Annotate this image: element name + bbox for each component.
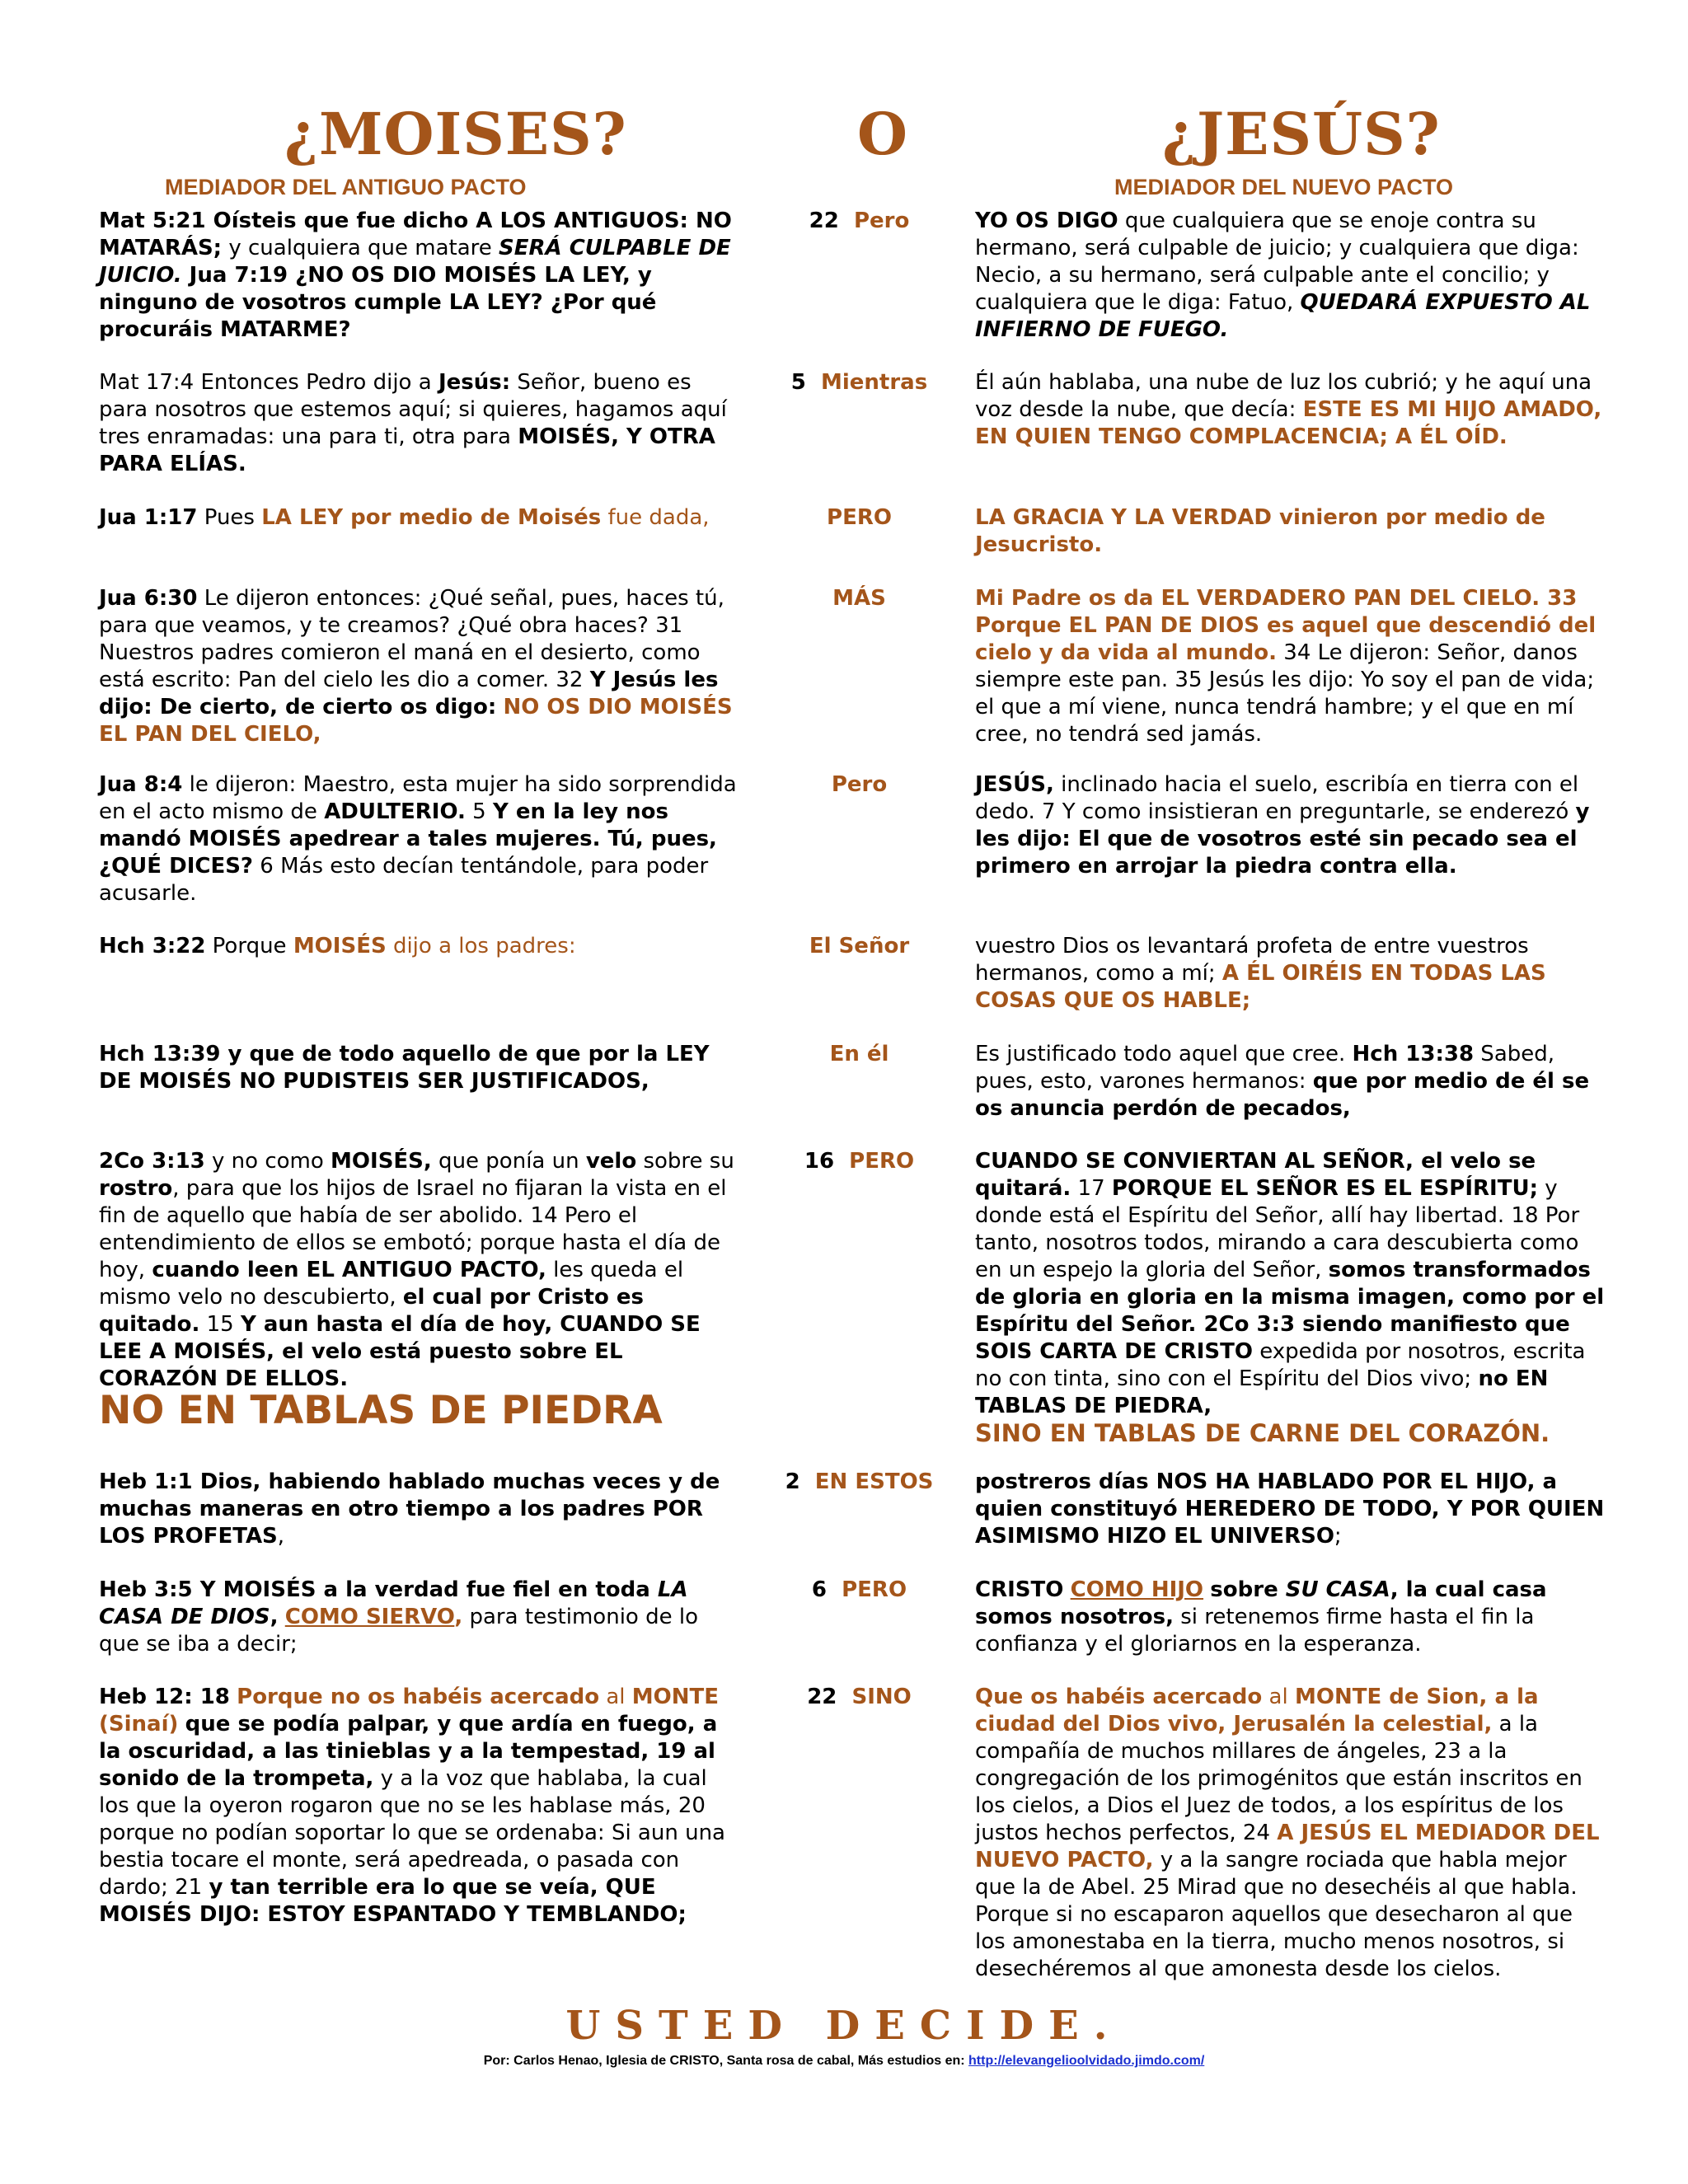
connector-word [738,504,981,532]
verse-jesus: YO OS DIGO que cualquiera que se enoje contra su hermano, será culpable de juicio; y cualquiera que diga: Necio, a su hermano, será culpable ante el concilio; y cualquiera que le diga: Fatuo, QUEDARÁ EXPUESTO AL INFIERNO DE FUEGO. [975,209,1591,342]
connector-label: SINO [837,1685,912,1709]
connector-word [738,1148,981,1175]
title-o: O [857,100,908,168]
connector-label: Pero [838,209,910,233]
connector-verse-number: 16 [804,1149,835,1174]
connector-word [738,369,981,396]
verse-jesus: JESÚS, inclinado hacia el suelo, escribía en tierra con el dedo. 7 Y como insistieran en preguntarle, se enderezó y les dijo: El que de vosotros esté sin pecado sea el primero en arrojar la piedra contra ella. [975,772,1590,879]
heading-tablas-de-piedra: NO EN TABLAS DE PIEDRA [99,1388,663,1433]
connector-verse-number: 22 [807,1685,837,1709]
footer-link[interactable]: http://elevangelioolvidado.jimdo.com/ [968,2054,1205,2068]
connector-label: EN ESTOS [799,1469,934,1494]
connector-label: PERO [827,1577,907,1602]
connector-verse-number: 22 [809,209,839,233]
verse-jesus: Es justificado todo aquel que cree. Hch 13:38 Sabed, pues, esto, varones hermanos: que por medio de él se os anuncia perdón de pecados, [975,1042,1590,1121]
connector-label: MÁS [832,586,886,611]
verse-moises: Mat 17:4 Entonces Pedro dijo a Jesús: Señor, bueno es para nosotros que estemos aquí; si quieres, hagamos aquí tres enramadas: una para ti, otra para MOISÉS, Y OTRA PARA ELÍAS. [99,370,727,476]
connector-verse-number: 2 [785,1469,800,1494]
verse-moises: Heb 1:1 Dios, habiendo hablado muchas veces y de muchas maneras en otro tiempo a los padres POR LOS PROFETAS, [99,1469,720,1549]
connector-word [738,1041,981,1068]
connector-label: Pero [831,772,888,797]
title-moises: ¿MOISES? [284,100,627,168]
connector-label: PERO [834,1149,915,1174]
connector-word [738,585,981,612]
verse-moises: Heb 12: 18 Porque no os habéis acercado al MONTE (Sinaí) que se podía palpar, y que ardía en fuego, a la oscuridad, a las tinieblas y a la tempestad, 19 al sonido de la trompeta, y a la voz que hablaba, la cual los que la oyeron rogaron que no se les hablase más, 20 porque no podían soportar lo que se ordenaba: Si aun una bestia tocare el monte, será apedreada, o pasada con dardo; 21 y tan terrible era lo que se veía, QUE MOISÉS DIJO: ESTOY ESPANTADO Y TEMBLANDO; [99,1685,725,1927]
verse-jesus: LA GRACIA Y LA VERDAD vinieron por medio de Jesucristo. [975,505,1545,557]
verse-jesus: CUANDO SE CONVIERTAN AL SEÑOR, el velo se quitará. 17 PORQUE EL SEÑOR ES EL ESPÍRITU; y donde está el Espíritu del Señor, allí hay libertad. 18 Por tanto, nosotros todos, mirando a cara descubierta como en un espejo la gloria del Señor, somos transformados de gloria en gloria en la misma imagen, como por el Espíritu del Señor. 2Co 3:3 siendo manifiesto que SOIS CARTA DE CRISTO expedida por nosotros, escrita no con tinta, sino con el Espíritu del Dios vivo; no EN TABLAS DE PIEDRA, SINO EN TABLAS DE CARNE DEL CORAZÓN. [975,1149,1605,1447]
connector-label: En él [829,1042,889,1066]
verse-moises: Hch 3:22 Porque MOISÉS dijo a los padres: [99,934,576,958]
connector-label: El Señor [809,934,910,958]
connector-word [738,1577,981,1604]
verse-moises: Hch 13:39 y que de todo aquello de que por la LEY DE MOISÉS NO PUDISTEIS SER JUSTIFICADOS, [99,1042,710,1094]
connector-label: Mientras [805,370,928,395]
title-jesus: ¿JESÚS? [1162,100,1441,168]
verse-jesus: Que os habéis acercado al MONTE de Sion, a la ciudad del Dios vivo, Jerusalén la celestial, a la compañía de muchos millares de ángeles, 23 a la congregación de los primogénitos que están inscritos en los cielos, a Dios el Juez de todos, a los espíritus de los justos hechos perfectos, 24 A JESÚS EL MEDIADOR DEL NUEVO PACTO, y a la sangre rociada que habla mejor que la de Abel. 25 Mirad que no desechéis al que habla. Porque si no escaparon aquellos que desecharon al que los amonestaba en la tierra, mucho menos nosotros, si desechéremos al que amonesta desde los cielos. [975,1685,1600,1981]
verse-moises: Mat 5:21 Oísteis que fue dicho A LOS ANTIGUOS: NO MATARÁS; y cualquiera que matare SERÁ CULPABLE DE JUICIO. Jua 7:19 ¿NO OS DIO MOISÉS LA LEY, y ninguno de vosotros cumple LA LEY? ¿Por qué procuráis MATARME? [99,209,732,342]
connector-verse-number: 6 [811,1577,828,1602]
verse-jesus: Él aún hablaba, una nube de luz los cubrió; y he aquí una voz desde la nube, que decía: ESTE ES MI HIJO AMADO, EN QUIEN TENGO COMPLACENCIA; A ÉL OÍD. [975,370,1602,449]
subtitle-new-covenant: MEDIADOR DEL NUEVO PACTO [1114,175,1454,199]
connector-word [738,208,981,235]
verse-moises: Jua 8:4 le dijeron: Maestro, esta mujer ha sido sorprendida en el acto mismo de ADULTERIO. 5 Y en la ley nos mandó MOISÉS apedrear a tales mujeres. Tú, pues, ¿QUÉ DICES? 6 Más esto decían tentándole, para poder acusarle. [99,772,737,906]
verse-moises: 2Co 3:13 y no como MOISÉS, que ponía un velo sobre su rostro, para que los hijos de Israel no fijaran la vista en el fin de aquello que había de ser abolido. 14 Pero el entendimiento de ellos se embotó; porque hasta el día de hoy, cuando leen EL ANTIGUO PACTO, les queda el mismo velo no descubierto, el cual por Cristo es quitado. 15 Y aun hasta el día de hoy, CUANDO SE LEE A MOISÉS, el velo está puesto sobre EL CORAZÓN DE ELLOS. [99,1149,734,1391]
footer-text: Por: Carlos Henao, Iglesia de CRISTO, Santa rosa de cabal, Más estudios en: [483,2054,965,2068]
footer [0,2054,1688,2069]
verse-jesus: postreros días NOS HA HABLADO POR EL HIJO, a quien constituyó HEREDERO DE TODO, Y POR QUIEN ASIMISMO HIZO EL UNIVERSO; [975,1469,1605,1549]
verse-moises: Jua 1:17 Pues LA LEY por medio de Moisés fue dada, [99,505,710,530]
verse-moises: Jua 6:30 Le dijeron entonces: ¿Qué señal, pues, haces tú, para que veamos, y te creamos? ¿Qué obra haces? 31 Nuestros padres comieron el maná en el desierto, como está escrito: Pan del cielo les dio a comer. 32 Y Jesús les dijo: De cierto, de cierto os digo: NO OS DIO MOISÉS EL PAN DEL CIELO, [99,586,733,747]
connector-word [738,771,981,799]
verse-moises: Heb 3:5 Y MOISÉS a la verdad fue fiel en toda LA CASA DE DIOS, COMO SIERVO, para testimonio de lo que se iba a decir; [99,1577,698,1657]
closing-usted-decide: USTED DECIDE. [565,2003,1123,2049]
verse-jesus: CRISTO COMO HIJO sobre SU CASA, la cual casa somos nosotros, si retenemos firme hasta el fin la confianza y el gloriarnos en la esperanza. [975,1577,1547,1657]
connector-label: PERO [827,505,892,530]
connector-word [738,1684,981,1711]
verse-jesus: vuestro Dios os levantará profeta de entre vuestros hermanos, como a mí; A ÉL OIRÉIS EN TODAS LAS COSAS QUE OS HABLE; [975,934,1546,1013]
subtitle-old-covenant: MEDIADOR DEL ANTIGUO PACTO [165,175,527,199]
connector-word [738,1469,981,1496]
verse-jesus: Mi Padre os da EL VERDADERO PAN DEL CIELO. 33 Porque EL PAN DE DIOS es aquel que descendió del cielo y da vida al mundo. 34 Le dijeron: Señor, danos siempre este pan. 35 Jesús les dijo: Yo soy el pan de vida; el que a mí viene, nunca tendrá hambre; y el que en mí cree, no tendrá sed jamás. [975,586,1597,747]
connector-word [738,933,981,960]
connector-verse-number: 5 [790,370,806,395]
